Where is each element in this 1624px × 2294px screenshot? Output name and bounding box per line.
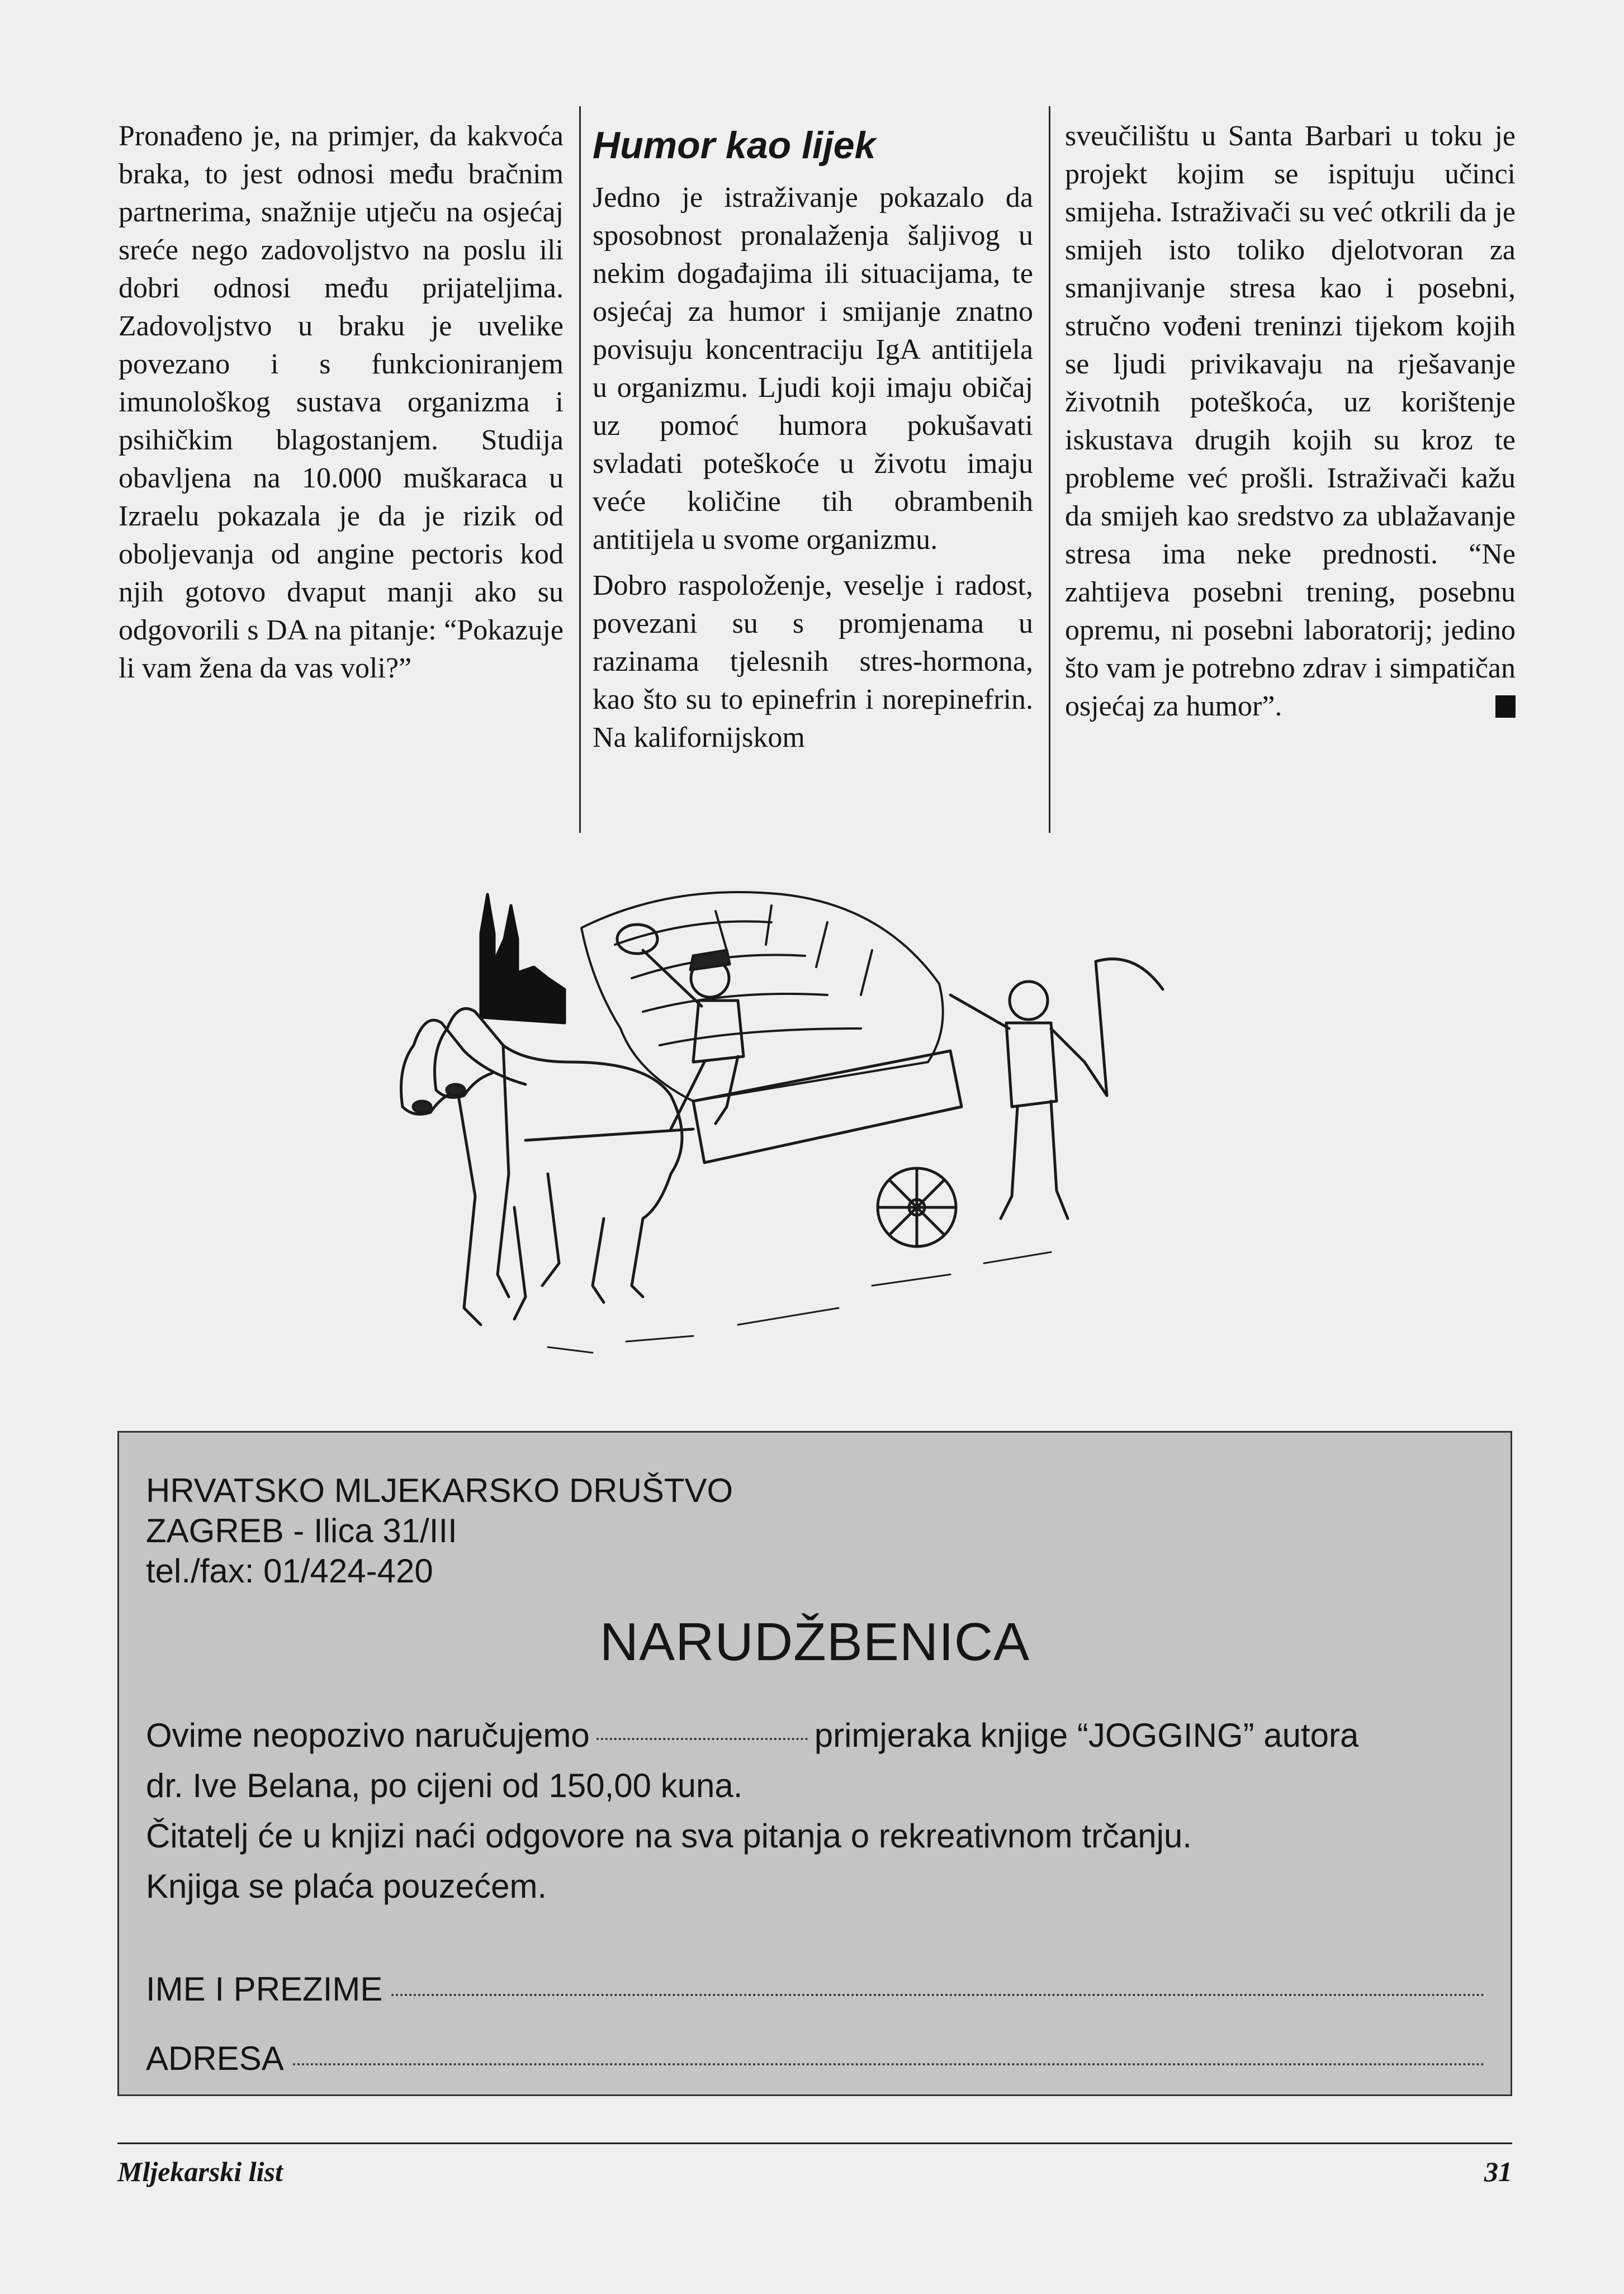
quantity-field[interactable] bbox=[596, 1738, 808, 1740]
article-column-2 bbox=[593, 122, 1033, 849]
order-payment-text: Knjiga se plaća pouzećem. bbox=[146, 1868, 547, 1905]
order-form bbox=[117, 1431, 1512, 2096]
article-column-1 bbox=[119, 117, 564, 844]
org-name: HRVATSKO MLJEKARSKO DRUŠTVO bbox=[146, 1472, 733, 1509]
org-address: ZAGREB - Ilica 31/III bbox=[146, 1512, 457, 1549]
column-divider bbox=[579, 106, 581, 833]
col2-paragraph-2: Dobro raspoloženje, veselje i radost, povezani su s promjenama u razinama tjelesnih stres-hormona, kao što su to epinefrin i norepinefrin. Na kalifornijskom bbox=[593, 570, 1033, 753]
name-field bbox=[146, 1969, 1485, 2009]
order-statement-end: primjeraka knjige “JOGGING” autora bbox=[814, 1717, 1359, 1754]
order-price-text: dr. Ive Belana, po cijeni od 150,00 kuna. bbox=[146, 1767, 743, 1804]
horses bbox=[401, 1008, 683, 1325]
farmer-on-cart bbox=[617, 925, 744, 1129]
farmer-with-scythe bbox=[950, 959, 1163, 1219]
order-form-title: NARUDŽBENICA bbox=[599, 1612, 1030, 1672]
column-divider bbox=[1049, 106, 1050, 833]
order-statement bbox=[146, 1715, 1358, 1756]
horse-cart-illustration bbox=[380, 861, 1208, 1409]
church-silhouette bbox=[481, 894, 565, 1023]
col3-text-body: sveučilištu u Santa Barbari u toku je projekt kojim se ispituju učinci smijeha. Istraživači su već otkrili da je smijeh isto toliko djelotvoran za smanjivanje stresa kao i posebni, stručno vođeni treninzi tijekom kojih se ljudi privikavaju na rješavanje životnih poteškoća, uz korištenje iskustava drugih kojih su kroz te probleme već prošli. Istraživači kažu da smijeh kao sredstvo za ublažavanje stresa ima neke prednosti. “Ne zahtijeva posebni trening, posebnu opremu, ni posebni laboratorij; jedino što vam je potrebno zdrav i simpatičan osjećaj za humor”. bbox=[1065, 120, 1516, 722]
col3-text bbox=[1065, 117, 1516, 726]
cart bbox=[525, 1051, 962, 1246]
ground-lines bbox=[548, 1252, 1051, 1353]
section-heading: Humor kao lijek bbox=[593, 124, 876, 167]
order-description-text: Čitatelj će u knjizi naći odgovore na sva pitanja o rekreativnom trčanju. bbox=[146, 1817, 1192, 1855]
name-input-line[interactable] bbox=[391, 1994, 1485, 1996]
name-field-label: IME I PREZIME bbox=[146, 1970, 383, 2008]
order-statement-start: Ovime neopozivo naručujemo bbox=[146, 1717, 590, 1754]
address-field-label: ADRESA bbox=[146, 2040, 284, 2077]
footer-divider bbox=[117, 2143, 1512, 2144]
end-of-article-mark bbox=[1495, 695, 1516, 718]
org-phone: tel./fax: 01/424-420 bbox=[146, 1552, 433, 1590]
col1-text: Pronađeno je, na primjer, da kakvoća braka, to jest odnosi među bračnim partnerima, snažnije utječu na osjećaj sreće nego zadovoljstvo na poslu ili dobri odnosi među prijateljima. Zadovoljstvo u braku je uvelike povezano i s funkcioniranjem imunološkog sustava organizma i psihičkim blagostanjem. Studija obavljena na 10.000 muškaraca u Izraelu pokazala je da je rizik od oboljevanja od angine pectoris kod njih gotovo dvaput manji ako su odgovorili s DA na pitanje: “Pokazuje li vam žena da vas voli?” bbox=[119, 120, 564, 684]
page-number: 31 bbox=[1484, 2156, 1512, 2187]
article-column-3 bbox=[1065, 117, 1516, 844]
address-field bbox=[146, 2039, 1485, 2079]
publication-name: Mljekarski list bbox=[117, 2156, 283, 2187]
col2-paragraph-1: Jedno je istraživanje pokazalo da sposobnost pronalaženja šaljivog u nekim događajima ili situacijama, te osjećaj za humor i smijanje znatno povisuju koncentraciju IgA antitijela u organizmu. Ljudi koji imaju običaj uz pomoć humora pokušavati svladati poteškoće u životu imaju veće količine tih obrambenih antitijela u svome organizmu. bbox=[593, 182, 1033, 556]
address-input-line[interactable] bbox=[293, 2063, 1485, 2065]
